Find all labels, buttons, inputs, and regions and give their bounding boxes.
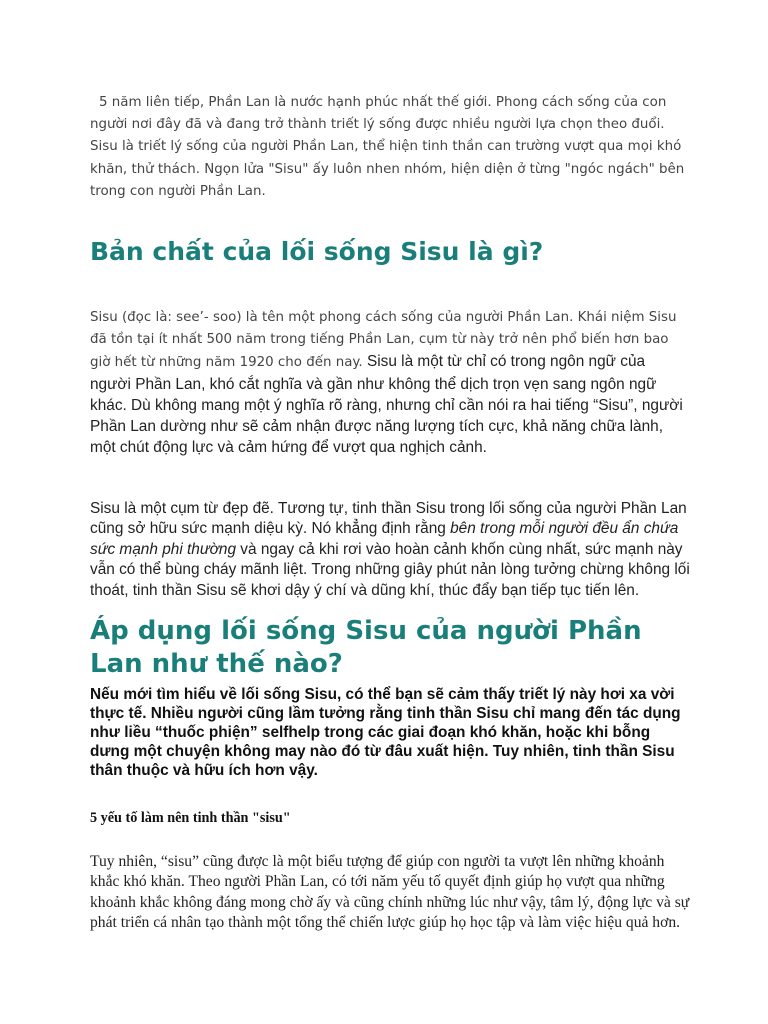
heading-sisu-nature: Bản chất của lối sống Sisu là gì? xyxy=(90,237,544,267)
intro-paragraph: 5 năm liên tiếp, Phần Lan là nước hạnh phúc nhất thế giới. Phong cách sống của con người nơi đây đã và đang trở thành triết lý sống được nhiều người lựa chọn theo đuổi. Sisu là triết lý sống của người Phần Lan, thể hiện tinh thần can trường vượt qua mọi khó khăn, thử thách. Ngọn lửa "Sisu" ấy luôn nhen nhóm, hiện diện ở từng "ngóc ngách" bên trong con người Phần Lan. xyxy=(90,95,685,199)
heading-five-factors: 5 yếu tố làm nên tinh thần "sisu" xyxy=(90,810,291,827)
heading-apply-sisu: Áp dụng lối sống Sisu của người Phần Lan như thế nào? xyxy=(90,616,642,680)
document-page xyxy=(90,92,690,934)
sisu-definition-part1: Sisu (đọc là: see’- soo) là tên một phong cách sống của người Phần Lan. Khái niệm Sisu đã tồn tại ít nhất 500 năm trong tiếng Phần Lan, cụm từ này trở nên phổ biến hơn bao giờ hết từ những năm 1920 cho đến nay. xyxy=(90,310,677,371)
sisu-power-text-before: Sisu là một cụm từ đẹp đẽ. Tương tự, tinh thần Sisu trong lối sống của người Phần Lan cũng sở hữu sức mạnh diệu kỳ. Nó khẳng định rằng xyxy=(90,500,687,538)
apply-sisu-paragraph: Nếu mới tìm hiểu về lối sống Sisu, có thể bạn sẽ cảm thấy triết lý này hơi xa vời thực tế. Nhiều người cũng lầm tưởng rằng tinh thần Sisu chỉ mang đến tác dụng như liều “thuốc phiện” selfhelp trong các giai đoạn khó khăn, hoặc khi bỗng dưng một chuyện không may nào đó từ đâu xuất hiện. Tuy nhiên, tinh thần Sisu thân thuộc và hữu ích hơn vậy. xyxy=(90,686,681,780)
sisu-power-italic: bên trong mỗi người đều ẩn chứa sức mạnh phi thường xyxy=(90,520,679,558)
sisu-power-text-after: và ngay cả khi rơi vào hoàn cảnh khốn cùng nhất, sức mạnh này vẫn có thể bùng cháy mãnh liệt. Trong những giây phút nản lòng tưởng chừng không lối thoát, tinh thần Sisu sẽ khơi dậy ý chí và dũng khí, thúc đẩy bạn tiếp tục tiến lên. xyxy=(90,540,690,599)
five-factors-paragraph: Tuy nhiên, “sisu” cũng được là một biểu tượng để giúp con người ta vượt lên những khoảnh khắc khó khăn. Theo người Phần Lan, có tới năm yếu tố quyết định giúp họ vượt qua những khoảnh khắc không đáng mong chờ ấy và cũng chính những lúc như vậy, tâm lý, động lực và sự phát triển cá nhân tạo thành một tổng thể chiến lược giúp họ học tập và làm việc hiệu quả hơn. xyxy=(90,853,690,932)
sisu-definition-paragraph xyxy=(90,307,690,458)
sisu-power-paragraph xyxy=(90,499,690,601)
sisu-definition-part2: Sisu là một từ chỉ có trong ngôn ngữ của người Phần Lan, khó cắt nghĩa và gần như không thể dịch trọn vẹn sang ngôn ngữ khác. Dù không mang một ý nghĩa rõ ràng, nhưng chỉ cần nói ra hai tiếng “Sisu”, người Phần Lan dường như sẽ cảm nhận được năng lượng tích cực, khả năng chữa lành, một chút động lực và cảm hứng để vượt qua nghịch cảnh. xyxy=(90,353,683,457)
